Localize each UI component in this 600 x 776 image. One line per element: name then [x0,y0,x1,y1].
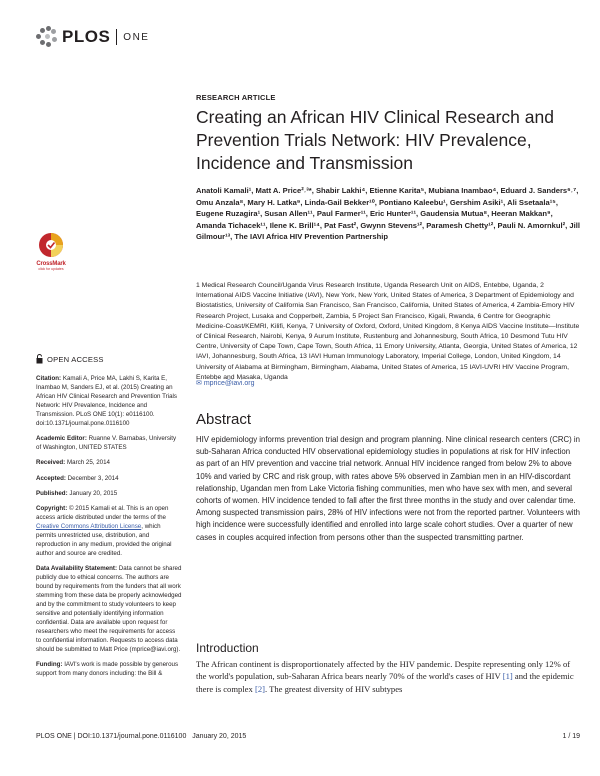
copyright [36,505,182,558]
author-list: Anatoli Kamali¹, Matt A. Price²˒³*, Shabir Lakhi⁴, Etienne Karita⁵, Mubiana Inambao⁴, Eduard J. Sanders⁶˒⁷, Omu Anzala⁸, Mary H. Latka⁹, Linda-Gail Bekker¹⁰, Pontiano Kaleebu¹, Gershim Asiki¹, Ali Ssetaala¹⁵, Eugene Ruzagira¹, Susan Allen¹¹, Paul Farmer¹¹, Eric Hunter¹¹, Gaudensia Mutua⁸, Heeran Makkan⁹, Amanda Tichacek¹¹, Ilene K. Brill¹⁴, Pat Fast², Gwynn Stevens¹², Paramesh Chetty¹², Pauli N. Amornkul², Jill Gilmour¹³, The IAVI Africa HIV Prevention Partnership [196,186,580,242]
accepted-value: December 3, 2014 [67,474,119,482]
license-link[interactable]: Creative Commons Attribution License [36,523,142,531]
crossmark-badge[interactable] [33,232,69,271]
citation-label: Citation: [36,375,62,382]
plos-logo [36,26,149,48]
accepted-date [36,475,182,484]
logo-name: PLOS [62,27,111,46]
envelope-icon: ✉ [196,380,202,387]
crossmark-icon [38,232,64,260]
journal-name: ONE [123,31,150,43]
article-type: RESEARCH ARTICLE [196,93,276,102]
reference-link-2[interactable]: [2] [254,683,265,694]
logo-divider [116,29,117,45]
intro-text-2: and the epidemic there is complex [196,671,574,694]
page-number: 1 / 19 [562,733,580,740]
data-text: Data cannot be shared publicly due to ethical concerns. The authors are bound by requirements from the funders that all work stemming from these data be properly acknowledged and by the commitment to study volunteers to keep sensitive and potentially identifying information confidential. Data are available upon request for researchers who meet the requirements for access to confidential information. Requests to access data should be submitted to Matt Price (mprice@iavi.org). [36,565,182,653]
reference-link-1[interactable]: [1] [502,671,513,682]
page-footer [36,733,580,740]
funding-text: IAVI's work is made possible by generous support from many donors including: the Bill & [36,660,179,677]
funding-label: Funding: [36,660,63,668]
editor-label: Academic Editor: [36,434,87,442]
crossmark-label: CrossMark [36,261,66,267]
received-value: March 25, 2014 [66,459,110,467]
copyright-label: Copyright: [36,505,68,513]
email-address[interactable]: mprice@iavi.org [203,380,255,387]
article-sidebar [36,375,182,685]
published-value: January 20, 2015 [69,490,118,498]
footer-journal-doi: PLOS ONE | DOI:10.1371/journal.pone.0116100 [36,733,187,740]
editor-text: Ruanne V. Barnabas, University of Washington, UNITED STATES [36,434,177,451]
citation-text: Kamali A, Price MA, Lakhi S, Karita E, Inambao M, Sanders EJ, et al. (2015) Creating an African HIV Clinical Research and Prevention Trials Network: HIV Prevalence, Incidence and Transmission. PLoS ONE 10(1): e0116100. doi:10.1371/journal.pone.0116100 [36,375,177,427]
corresponding-email[interactable] [196,379,255,387]
published-label: Published: [36,490,68,498]
open-access-badge [36,354,104,364]
accepted-label: Accepted: [36,474,66,482]
crossmark-sub: click for updates [38,267,64,271]
footer-date: January 20, 2015 [192,733,247,740]
citation [36,375,182,428]
intro-text-1: The African continent is disproportionately affected by the HIV pandemic. Despite representing only 12% of the world's population, sub-Saharan Africa bears nearly 70% of the world's cases of HIV [196,659,571,682]
affiliations: 1 Medical Research Council/Uganda Virus Research Institute, Uganda Research Unit on AIDS, Entebbe, Uganda, 2 International AIDS Vaccine Initiative (IAVI), New York, New York, United States of America, 3 Department of Epidemiology and Biostatistics, University of California San Francisco, San Francisco, California, United States of America, 4 Zambia-Emory HIV Research Project, Lusaka and Copperbelt, Zambia, 5 Project San Francisco, Kigali, Rwanda, 6 Centre for Geographic Medicine-Coast/KEMRI, Kilifi, Kenya, 7 University of Oxford, Oxford, United Kingdom, 8 Kenya AIDS Vaccine Institute—Institute of Clinical Research, Nairobi, Kenya, 9 Aurum Institute, Rustenburg and Johannesburg, South Africa, 10 Desmond Tutu HIV Centre, University of Cape Town, Cape Town, South Africa, 11 Emory University, Atlanta, Georgia, United States of America, 12 IAVI, Johannesburg, South Africa, 13 IAVI Human Immunology Laboratory, Imperial College, London, United Kingdom, 14 University of Alabama at Birmingham, Birmingham, Alabama, United States of America, 15 IAVI-UVRI HIV Vaccine Program, Entebbe and Masaka, Uganda [196,282,580,381]
published-date [36,490,182,499]
introduction-heading: Introduction [196,641,259,655]
footer-left [36,733,246,740]
funding [36,661,182,679]
article-title: Creating an African HIV Clinical Research and Prevention Trials Network: HIV Prevalence, Incidence and Transmission [196,107,554,173]
introduction-body [196,658,580,695]
data-label: Data Availability Statement: [36,565,118,573]
plos-logo-icon [36,26,58,48]
received-date [36,459,182,468]
open-access-label: OPEN ACCESS [47,354,104,364]
copyright-pre: © 2015 Kamali et al. This is an open access article distributed under the terms of the [36,505,169,522]
academic-editor [36,435,182,453]
received-label: Received: [36,459,66,467]
data-availability [36,565,182,654]
intro-text-3: . The greatest diversity of HIV subtypes [264,683,403,694]
abstract-body: HIV epidemiology informs prevention trial design and program planning. Nine clinical research centers (CRC) in sub-Saharan Africa conducted HIV observational epidemiology studies in populations at risk for HIV infection as part of an HIV prevention and vaccine trial network. Annual HIV incidence ranged from below 2% to above 10% and varied by CRC and risk group, with rates above 5% observed in Zambian men in an HIV-discordant relationship, Ugandan men from Lake Victoria fishing communities, men who have sex with men, and several cohorts of women. HIV incidence tended to fall after the first three months in the study and over calendar time. Among suspected transmission pairs, 28% of HIV infections were not from the reported partner. Volunteers with high incidence were successfully identified and enrolled into large scale cohort studies. Over a quarter of new cases in couples acquired infection from persons other than the suspected transmitting partner. [196,435,580,542]
abstract-heading: Abstract [196,411,252,428]
open-lock-icon [36,354,43,364]
copyright-post: , which permits unrestricted use, distribution, and reproduction in any medium, provided the original author and source are credited. [36,523,172,557]
